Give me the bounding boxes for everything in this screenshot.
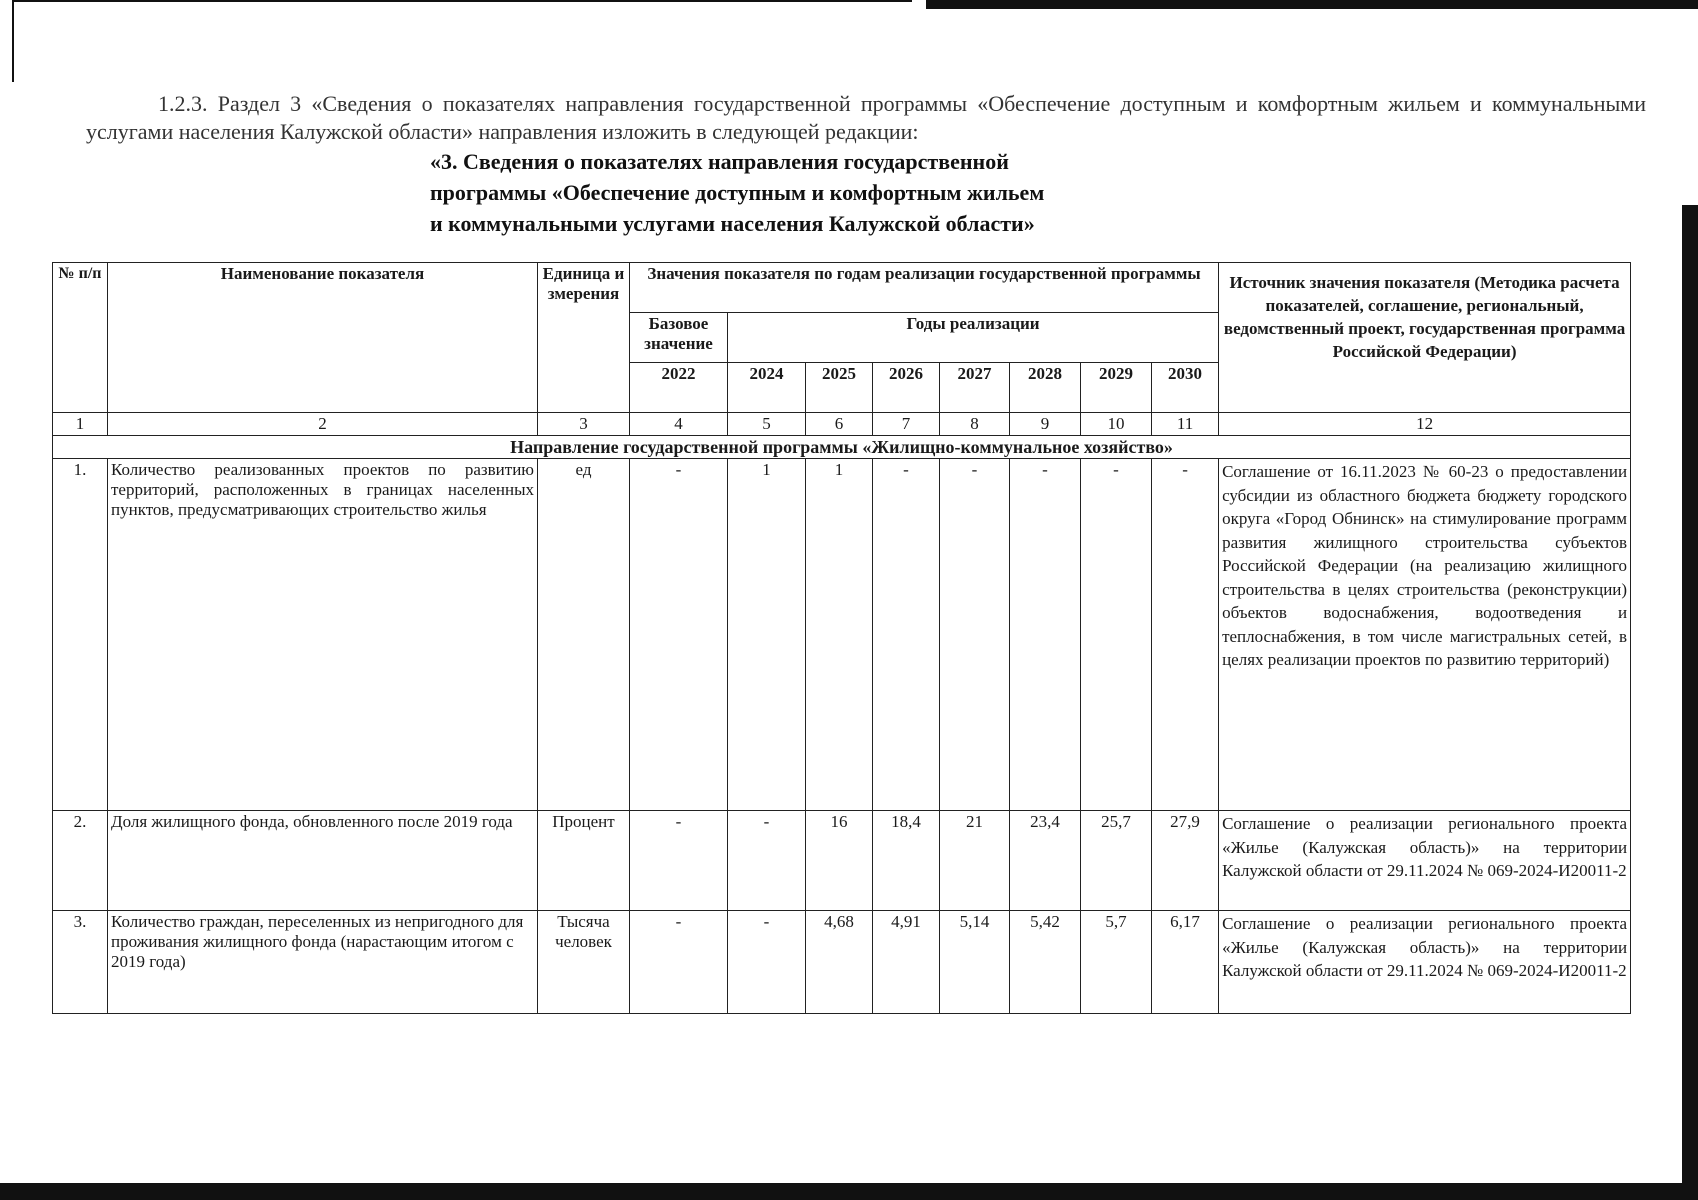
header-year: 2025 (806, 363, 873, 413)
row-number: 1. (53, 459, 108, 811)
header-source: Источник значения показателя (Методика расчета показателей, соглашение, региональный, ведомственный проект, государственная программа Российской Федерации) (1219, 263, 1631, 413)
header-unit: Единица измерения (538, 263, 630, 413)
intro-paragraph (86, 90, 1646, 146)
header-values-group: Значения показателя по годам реализации государственной программы (630, 263, 1219, 313)
column-number: 1 (53, 413, 108, 436)
table-row (53, 459, 1631, 811)
indicators-table (52, 262, 1631, 1014)
indicator-source: Соглашение от 16.11.2023 № 60-23 о предоставлении субсидии из областного бюджета бюджету городского округа «Город Обнинск» на стимулирование программ развития жилищного строительства субъектов Российской Федерации (на реализацию жилищного строительства в целях строительства (реконструкции) объектов водоснабжения, водоотведения и теплоснабжения, в том числе магистральных сетей, в целях реализации проектов по развитию территорий) (1219, 459, 1631, 811)
value-cell: 25,7 (1081, 811, 1152, 911)
value-cell: 27,9 (1152, 811, 1219, 911)
heading-line-2: программы «Обеспечение доступным и комфортным жильем (430, 180, 1045, 205)
value-cell: 1 (806, 459, 873, 811)
value-cell: - (728, 911, 806, 1014)
value-cell: 23,4 (1010, 811, 1081, 911)
indicator-source: Соглашение о реализации регионального проекта «Жилье (Калужская область)» на территории Калужской области от 29.11.2024 № 069-2024-И20011-2 (1219, 811, 1631, 911)
indicator-source: Соглашение о реализации регионального проекта «Жилье (Калужская область)» на территории Калужской области от 29.11.2024 № 069-2024-И20011-2 (1219, 911, 1631, 1014)
value-cell: 6,17 (1152, 911, 1219, 1014)
indicator-unit: Процент (538, 811, 630, 911)
section-row (53, 436, 1631, 459)
column-number: 2 (108, 413, 538, 436)
column-number: 10 (1081, 413, 1152, 436)
column-number: 4 (630, 413, 728, 436)
scan-edge-right (1682, 205, 1698, 1200)
value-cell: 5,42 (1010, 911, 1081, 1014)
indicator-unit: Тысяча человек (538, 911, 630, 1014)
column-number: 3 (538, 413, 630, 436)
scan-edge-top-left (12, 0, 912, 2)
header-base: Базовое значение (630, 313, 728, 363)
row-number: 2. (53, 811, 108, 911)
column-number: 11 (1152, 413, 1219, 436)
value-cell: 16 (806, 811, 873, 911)
value-cell: - (630, 911, 728, 1014)
value-cell: 18,4 (873, 811, 940, 911)
header-base-year: 2022 (630, 363, 728, 413)
value-cell: - (1010, 459, 1081, 811)
value-cell: 1 (728, 459, 806, 811)
scan-edge-top-right (926, 0, 1698, 9)
column-number: 8 (940, 413, 1010, 436)
value-cell: - (1081, 459, 1152, 811)
row-number: 3. (53, 911, 108, 1014)
value-cell: 5,14 (940, 911, 1010, 1014)
value-cell: - (1152, 459, 1219, 811)
column-number: 6 (806, 413, 873, 436)
column-numbers-row (53, 413, 1631, 436)
value-cell: - (630, 811, 728, 911)
column-number: 5 (728, 413, 806, 436)
column-number: 12 (1219, 413, 1631, 436)
header-year: 2029 (1081, 363, 1152, 413)
column-number: 9 (1010, 413, 1081, 436)
value-cell: 5,7 (1081, 911, 1152, 1014)
indicator-name: Количество реализованных проектов по развитию территорий, расположенных в границах населенных пунктов, предусматривающих строительство жилья (108, 459, 538, 811)
heading-line-3: и коммунальными услугами населения Калужской области» (430, 211, 1035, 236)
scan-edge-left (12, 0, 14, 82)
intro-text: 1.2.3. Раздел 3 «Сведения о показателях направления государственной программы «Обеспечение доступным и комфортным жильем и коммунальными услугами населения Калужской области» направления изложить в следующей редакции: (86, 91, 1646, 144)
header-year: 2028 (1010, 363, 1081, 413)
indicator-name: Доля жилищного фонда, обновленного после 2019 года (108, 811, 538, 911)
table-row (53, 811, 1631, 911)
header-year: 2030 (1152, 363, 1219, 413)
indicator-name: Количество граждан, переселенных из непригодного для проживания жилищного фонда (нарастающим итогом с 2019 года) (108, 911, 538, 1014)
value-cell: 4,91 (873, 911, 940, 1014)
scan-edge-bottom (0, 1183, 1698, 1200)
section-title: Направление государственной программы «Жилищно-коммунальное хозяйство» (53, 436, 1631, 459)
heading-line-1: «3. Сведения о показателях направления государственной (430, 149, 1009, 174)
value-cell: - (940, 459, 1010, 811)
value-cell: - (728, 811, 806, 911)
value-cell: - (630, 459, 728, 811)
header-year: 2027 (940, 363, 1010, 413)
table-row (53, 911, 1631, 1014)
header-num: № п/п (53, 263, 108, 413)
section-heading (430, 146, 1045, 239)
indicator-unit: ед (538, 459, 630, 811)
value-cell: - (873, 459, 940, 811)
header-year: 2026 (873, 363, 940, 413)
header-years-group: Годы реализации (728, 313, 1219, 363)
column-number: 7 (873, 413, 940, 436)
value-cell: 21 (940, 811, 1010, 911)
header-name: Наименование показателя (108, 263, 538, 413)
header-row-1 (53, 263, 1631, 313)
value-cell: 4,68 (806, 911, 873, 1014)
header-year: 2024 (728, 363, 806, 413)
